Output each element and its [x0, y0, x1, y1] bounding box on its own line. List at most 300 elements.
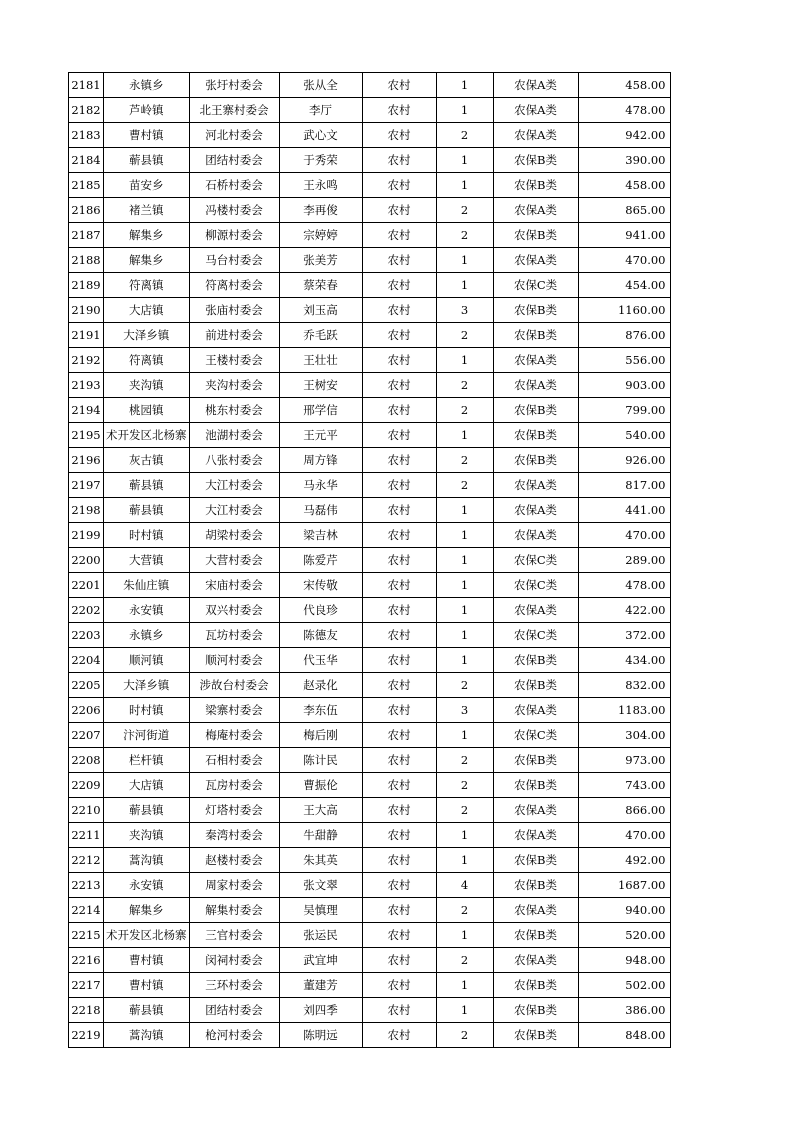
- row-number-cell: 2202: [69, 598, 104, 623]
- table-row: [69, 723, 671, 748]
- area-type-cell: 农村: [362, 823, 436, 848]
- village-committee-cell: 河北村委会: [189, 123, 279, 148]
- name-cell: 朱其英: [279, 848, 362, 873]
- category-cell: 农保A类: [493, 198, 578, 223]
- town-cell: 夹沟镇: [104, 373, 190, 398]
- table-row: [69, 773, 671, 798]
- count-cell: 1: [436, 248, 493, 273]
- row-number-cell: 2197: [69, 473, 104, 498]
- amount-cell: 520.00: [578, 923, 670, 948]
- town-cell: 蕲县镇: [104, 148, 190, 173]
- amount-cell: 470.00: [578, 248, 670, 273]
- village-committee-cell: 张圩村委会: [189, 73, 279, 98]
- town-cell: 符离镇: [104, 273, 190, 298]
- name-cell: 张从全: [279, 73, 362, 98]
- category-cell: 农保B类: [493, 923, 578, 948]
- amount-cell: 289.00: [578, 548, 670, 573]
- name-cell: 王树安: [279, 373, 362, 398]
- table-row: [69, 673, 671, 698]
- table-row: [69, 473, 671, 498]
- count-cell: 1: [436, 823, 493, 848]
- count-cell: 1: [436, 998, 493, 1023]
- area-type-cell: 农村: [362, 998, 436, 1023]
- town-cell: 术开发区北杨寨: [104, 923, 190, 948]
- area-type-cell: 农村: [362, 473, 436, 498]
- village-committee-cell: 前进村委会: [189, 323, 279, 348]
- amount-cell: 470.00: [578, 523, 670, 548]
- category-cell: 农保B类: [493, 423, 578, 448]
- category-cell: 农保B类: [493, 223, 578, 248]
- amount-cell: 540.00: [578, 423, 670, 448]
- category-cell: 农保B类: [493, 1023, 578, 1048]
- town-cell: 大店镇: [104, 773, 190, 798]
- area-type-cell: 农村: [362, 573, 436, 598]
- village-committee-cell: 秦湾村委会: [189, 823, 279, 848]
- count-cell: 1: [436, 973, 493, 998]
- name-cell: 牛甜静: [279, 823, 362, 848]
- area-type-cell: 农村: [362, 298, 436, 323]
- count-cell: 1: [436, 523, 493, 548]
- name-cell: 武心文: [279, 123, 362, 148]
- town-cell: 大泽乡镇: [104, 323, 190, 348]
- row-number-cell: 2203: [69, 623, 104, 648]
- village-committee-cell: 瓦房村委会: [189, 773, 279, 798]
- category-cell: 农保B类: [493, 173, 578, 198]
- village-committee-cell: 大江村委会: [189, 498, 279, 523]
- row-number-cell: 2196: [69, 448, 104, 473]
- amount-cell: 470.00: [578, 823, 670, 848]
- row-number-cell: 2217: [69, 973, 104, 998]
- amount-cell: 478.00: [578, 98, 670, 123]
- name-cell: 李厅: [279, 98, 362, 123]
- category-cell: 农保B类: [493, 848, 578, 873]
- amount-cell: 556.00: [578, 348, 670, 373]
- village-committee-cell: 解集村委会: [189, 898, 279, 923]
- town-cell: 时村镇: [104, 698, 190, 723]
- category-cell: 农保B类: [493, 323, 578, 348]
- amount-cell: 478.00: [578, 573, 670, 598]
- table-row: [69, 423, 671, 448]
- row-number-cell: 2194: [69, 398, 104, 423]
- name-cell: 宋传敬: [279, 573, 362, 598]
- count-cell: 1: [436, 498, 493, 523]
- category-cell: 农保A类: [493, 498, 578, 523]
- area-type-cell: 农村: [362, 148, 436, 173]
- category-cell: 农保C类: [493, 573, 578, 598]
- town-cell: 桃园镇: [104, 398, 190, 423]
- row-number-cell: 2204: [69, 648, 104, 673]
- village-committee-cell: 张庙村委会: [189, 298, 279, 323]
- table-row: [69, 448, 671, 473]
- category-cell: 农保B类: [493, 398, 578, 423]
- town-cell: 术开发区北杨寨: [104, 423, 190, 448]
- village-committee-cell: 北王寨村委会: [189, 98, 279, 123]
- table-row: [69, 298, 671, 323]
- town-cell: 栏杆镇: [104, 748, 190, 773]
- count-cell: 2: [436, 223, 493, 248]
- count-cell: 2: [436, 448, 493, 473]
- count-cell: 1: [436, 548, 493, 573]
- category-cell: 农保B类: [493, 648, 578, 673]
- table-row: [69, 273, 671, 298]
- village-committee-cell: 八张村委会: [189, 448, 279, 473]
- town-cell: 灰古镇: [104, 448, 190, 473]
- category-cell: 农保C类: [493, 723, 578, 748]
- row-number-cell: 2183: [69, 123, 104, 148]
- category-cell: 农保A类: [493, 698, 578, 723]
- amount-cell: 502.00: [578, 973, 670, 998]
- amount-cell: 386.00: [578, 998, 670, 1023]
- amount-cell: 941.00: [578, 223, 670, 248]
- village-committee-cell: 石相村委会: [189, 748, 279, 773]
- count-cell: 1: [436, 923, 493, 948]
- area-type-cell: 农村: [362, 123, 436, 148]
- town-cell: 蒿沟镇: [104, 848, 190, 873]
- count-cell: 1: [436, 148, 493, 173]
- area-type-cell: 农村: [362, 598, 436, 623]
- town-cell: 蕲县镇: [104, 473, 190, 498]
- name-cell: 吴慎理: [279, 898, 362, 923]
- amount-cell: 848.00: [578, 1023, 670, 1048]
- count-cell: 2: [436, 123, 493, 148]
- row-number-cell: 2208: [69, 748, 104, 773]
- count-cell: 2: [436, 373, 493, 398]
- village-committee-cell: 顺河村委会: [189, 648, 279, 673]
- area-type-cell: 农村: [362, 423, 436, 448]
- name-cell: 梅后刚: [279, 723, 362, 748]
- table-row: [69, 998, 671, 1023]
- area-type-cell: 农村: [362, 798, 436, 823]
- area-type-cell: 农村: [362, 648, 436, 673]
- count-cell: 2: [436, 748, 493, 773]
- count-cell: 1: [436, 573, 493, 598]
- row-number-cell: 2189: [69, 273, 104, 298]
- amount-cell: 454.00: [578, 273, 670, 298]
- town-cell: 蕲县镇: [104, 798, 190, 823]
- name-cell: 李再俊: [279, 198, 362, 223]
- count-cell: 1: [436, 848, 493, 873]
- table-row: [69, 373, 671, 398]
- row-number-cell: 2211: [69, 823, 104, 848]
- village-committee-cell: 宋庙村委会: [189, 573, 279, 598]
- category-cell: 农保A类: [493, 98, 578, 123]
- count-cell: 2: [436, 398, 493, 423]
- amount-cell: 743.00: [578, 773, 670, 798]
- town-cell: 大店镇: [104, 298, 190, 323]
- area-type-cell: 农村: [362, 748, 436, 773]
- table-row: [69, 848, 671, 873]
- row-number-cell: 2218: [69, 998, 104, 1023]
- count-cell: 1: [436, 423, 493, 448]
- name-cell: 刘四季: [279, 998, 362, 1023]
- table-row: [69, 223, 671, 248]
- area-type-cell: 农村: [362, 673, 436, 698]
- row-number-cell: 2185: [69, 173, 104, 198]
- count-cell: 2: [436, 798, 493, 823]
- category-cell: 农保B类: [493, 673, 578, 698]
- name-cell: 乔毛跃: [279, 323, 362, 348]
- village-committee-cell: 团结村委会: [189, 998, 279, 1023]
- count-cell: 2: [436, 898, 493, 923]
- town-cell: 符离镇: [104, 348, 190, 373]
- town-cell: 蒿沟镇: [104, 1023, 190, 1048]
- area-type-cell: 农村: [362, 373, 436, 398]
- name-cell: 邢学信: [279, 398, 362, 423]
- table-row: [69, 123, 671, 148]
- town-cell: 解集乡: [104, 248, 190, 273]
- amount-cell: 458.00: [578, 73, 670, 98]
- area-type-cell: 农村: [362, 898, 436, 923]
- row-number-cell: 2205: [69, 673, 104, 698]
- count-cell: 1: [436, 273, 493, 298]
- village-committee-cell: 瓦坊村委会: [189, 623, 279, 648]
- category-cell: 农保A类: [493, 248, 578, 273]
- table-row: [69, 823, 671, 848]
- name-cell: 宗婷婷: [279, 223, 362, 248]
- area-type-cell: 农村: [362, 173, 436, 198]
- count-cell: 3: [436, 698, 493, 723]
- village-committee-cell: 闵祠村委会: [189, 948, 279, 973]
- amount-cell: 817.00: [578, 473, 670, 498]
- area-type-cell: 农村: [362, 248, 436, 273]
- amount-cell: 434.00: [578, 648, 670, 673]
- category-cell: 农保C类: [493, 623, 578, 648]
- table-row: [69, 573, 671, 598]
- row-number-cell: 2191: [69, 323, 104, 348]
- amount-cell: 865.00: [578, 198, 670, 223]
- category-cell: 农保B类: [493, 973, 578, 998]
- amount-cell: 1183.00: [578, 698, 670, 723]
- category-cell: 农保B类: [493, 448, 578, 473]
- row-number-cell: 2207: [69, 723, 104, 748]
- town-cell: 解集乡: [104, 898, 190, 923]
- town-cell: 大营镇: [104, 548, 190, 573]
- area-type-cell: 农村: [362, 398, 436, 423]
- category-cell: 农保B类: [493, 773, 578, 798]
- name-cell: 王壮壮: [279, 348, 362, 373]
- area-type-cell: 农村: [362, 323, 436, 348]
- amount-cell: 492.00: [578, 848, 670, 873]
- town-cell: 曹村镇: [104, 123, 190, 148]
- village-committee-cell: 赵楼村委会: [189, 848, 279, 873]
- town-cell: 曹村镇: [104, 948, 190, 973]
- area-type-cell: 农村: [362, 848, 436, 873]
- name-cell: 陈计民: [279, 748, 362, 773]
- row-number-cell: 2184: [69, 148, 104, 173]
- count-cell: 2: [436, 948, 493, 973]
- table-row: [69, 248, 671, 273]
- name-cell: 马永华: [279, 473, 362, 498]
- town-cell: 解集乡: [104, 223, 190, 248]
- area-type-cell: 农村: [362, 73, 436, 98]
- row-number-cell: 2212: [69, 848, 104, 873]
- category-cell: 农保A类: [493, 348, 578, 373]
- count-cell: 2: [436, 773, 493, 798]
- row-number-cell: 2206: [69, 698, 104, 723]
- row-number-cell: 2210: [69, 798, 104, 823]
- table-row: [69, 898, 671, 923]
- town-cell: 永安镇: [104, 598, 190, 623]
- table-row: [69, 623, 671, 648]
- name-cell: 周方锋: [279, 448, 362, 473]
- category-cell: 农保C类: [493, 548, 578, 573]
- town-cell: 汴河街道: [104, 723, 190, 748]
- category-cell: 农保B类: [493, 873, 578, 898]
- village-committee-cell: 王楼村委会: [189, 348, 279, 373]
- table-row: [69, 598, 671, 623]
- village-committee-cell: 周家村委会: [189, 873, 279, 898]
- amount-cell: 799.00: [578, 398, 670, 423]
- category-cell: 农保A类: [493, 823, 578, 848]
- count-cell: 2: [436, 473, 493, 498]
- row-number-cell: 2188: [69, 248, 104, 273]
- count-cell: 2: [436, 1023, 493, 1048]
- table-row: [69, 98, 671, 123]
- category-cell: 农保A类: [493, 73, 578, 98]
- count-cell: 1: [436, 598, 493, 623]
- name-cell: 李东伍: [279, 698, 362, 723]
- area-type-cell: 农村: [362, 973, 436, 998]
- count-cell: 1: [436, 623, 493, 648]
- town-cell: 大泽乡镇: [104, 673, 190, 698]
- table-row: [69, 648, 671, 673]
- amount-cell: 458.00: [578, 173, 670, 198]
- amount-cell: 942.00: [578, 123, 670, 148]
- name-cell: 王永鸣: [279, 173, 362, 198]
- table-row: [69, 798, 671, 823]
- amount-cell: 1687.00: [578, 873, 670, 898]
- count-cell: 1: [436, 648, 493, 673]
- area-type-cell: 农村: [362, 948, 436, 973]
- category-cell: 农保B类: [493, 298, 578, 323]
- name-cell: 代良珍: [279, 598, 362, 623]
- town-cell: 曹村镇: [104, 973, 190, 998]
- name-cell: 王元平: [279, 423, 362, 448]
- town-cell: 蕲县镇: [104, 498, 190, 523]
- count-cell: 4: [436, 873, 493, 898]
- row-number-cell: 2181: [69, 73, 104, 98]
- row-number-cell: 2214: [69, 898, 104, 923]
- name-cell: 陈明远: [279, 1023, 362, 1048]
- row-number-cell: 2199: [69, 523, 104, 548]
- category-cell: 农保A类: [493, 898, 578, 923]
- town-cell: 朱仙庄镇: [104, 573, 190, 598]
- village-committee-cell: 马台村委会: [189, 248, 279, 273]
- table-row: [69, 148, 671, 173]
- area-type-cell: 农村: [362, 698, 436, 723]
- category-cell: 农保A类: [493, 523, 578, 548]
- amount-cell: 441.00: [578, 498, 670, 523]
- name-cell: 梁吉林: [279, 523, 362, 548]
- village-committee-cell: 梅庵村委会: [189, 723, 279, 748]
- area-type-cell: 农村: [362, 523, 436, 548]
- town-cell: 顺河镇: [104, 648, 190, 673]
- village-committee-cell: 涉故台村委会: [189, 673, 279, 698]
- count-cell: 1: [436, 348, 493, 373]
- town-cell: 永安镇: [104, 873, 190, 898]
- town-cell: 夹沟镇: [104, 823, 190, 848]
- amount-cell: 973.00: [578, 748, 670, 773]
- village-committee-cell: 冯楼村委会: [189, 198, 279, 223]
- amount-cell: 422.00: [578, 598, 670, 623]
- name-cell: 蔡荣春: [279, 273, 362, 298]
- row-number-cell: 2193: [69, 373, 104, 398]
- village-committee-cell: 大营村委会: [189, 548, 279, 573]
- amount-cell: 876.00: [578, 323, 670, 348]
- area-type-cell: 农村: [362, 273, 436, 298]
- amount-cell: 304.00: [578, 723, 670, 748]
- village-committee-cell: 梁寨村委会: [189, 698, 279, 723]
- village-committee-cell: 符离村委会: [189, 273, 279, 298]
- table-row: [69, 698, 671, 723]
- name-cell: 代玉华: [279, 648, 362, 673]
- count-cell: 1: [436, 173, 493, 198]
- village-committee-cell: 团结村委会: [189, 148, 279, 173]
- count-cell: 2: [436, 673, 493, 698]
- table-row: [69, 323, 671, 348]
- area-type-cell: 农村: [362, 623, 436, 648]
- area-type-cell: 农村: [362, 498, 436, 523]
- name-cell: 陈爱芹: [279, 548, 362, 573]
- row-number-cell: 2182: [69, 98, 104, 123]
- area-type-cell: 农村: [362, 773, 436, 798]
- town-cell: 永镇乡: [104, 623, 190, 648]
- row-number-cell: 2201: [69, 573, 104, 598]
- row-number-cell: 2190: [69, 298, 104, 323]
- area-type-cell: 农村: [362, 223, 436, 248]
- category-cell: 农保B类: [493, 998, 578, 1023]
- table-row: [69, 948, 671, 973]
- row-number-cell: 2195: [69, 423, 104, 448]
- name-cell: 张美芳: [279, 248, 362, 273]
- village-committee-cell: 三官村委会: [189, 923, 279, 948]
- category-cell: 农保A类: [493, 123, 578, 148]
- town-cell: 褚兰镇: [104, 198, 190, 223]
- town-cell: 蕲县镇: [104, 998, 190, 1023]
- amount-cell: 948.00: [578, 948, 670, 973]
- table-row: [69, 398, 671, 423]
- row-number-cell: 2200: [69, 548, 104, 573]
- table-row: [69, 1023, 671, 1048]
- category-cell: 农保B类: [493, 148, 578, 173]
- area-type-cell: 农村: [362, 98, 436, 123]
- count-cell: 1: [436, 73, 493, 98]
- amount-cell: 940.00: [578, 898, 670, 923]
- village-committee-cell: 灯塔村委会: [189, 798, 279, 823]
- table-row: [69, 748, 671, 773]
- name-cell: 赵录化: [279, 673, 362, 698]
- category-cell: 农保A类: [493, 473, 578, 498]
- village-committee-cell: 池湖村委会: [189, 423, 279, 448]
- amount-cell: 903.00: [578, 373, 670, 398]
- area-type-cell: 农村: [362, 723, 436, 748]
- amount-cell: 390.00: [578, 148, 670, 173]
- table-row: [69, 873, 671, 898]
- area-type-cell: 农村: [362, 923, 436, 948]
- area-type-cell: 农村: [362, 348, 436, 373]
- row-number-cell: 2216: [69, 948, 104, 973]
- amount-cell: 1160.00: [578, 298, 670, 323]
- area-type-cell: 农村: [362, 873, 436, 898]
- village-committee-cell: 双兴村委会: [189, 598, 279, 623]
- table-row: [69, 73, 671, 98]
- village-committee-cell: 三环村委会: [189, 973, 279, 998]
- row-number-cell: 2187: [69, 223, 104, 248]
- name-cell: 陈德友: [279, 623, 362, 648]
- row-number-cell: 2186: [69, 198, 104, 223]
- row-number-cell: 2219: [69, 1023, 104, 1048]
- table-row: [69, 198, 671, 223]
